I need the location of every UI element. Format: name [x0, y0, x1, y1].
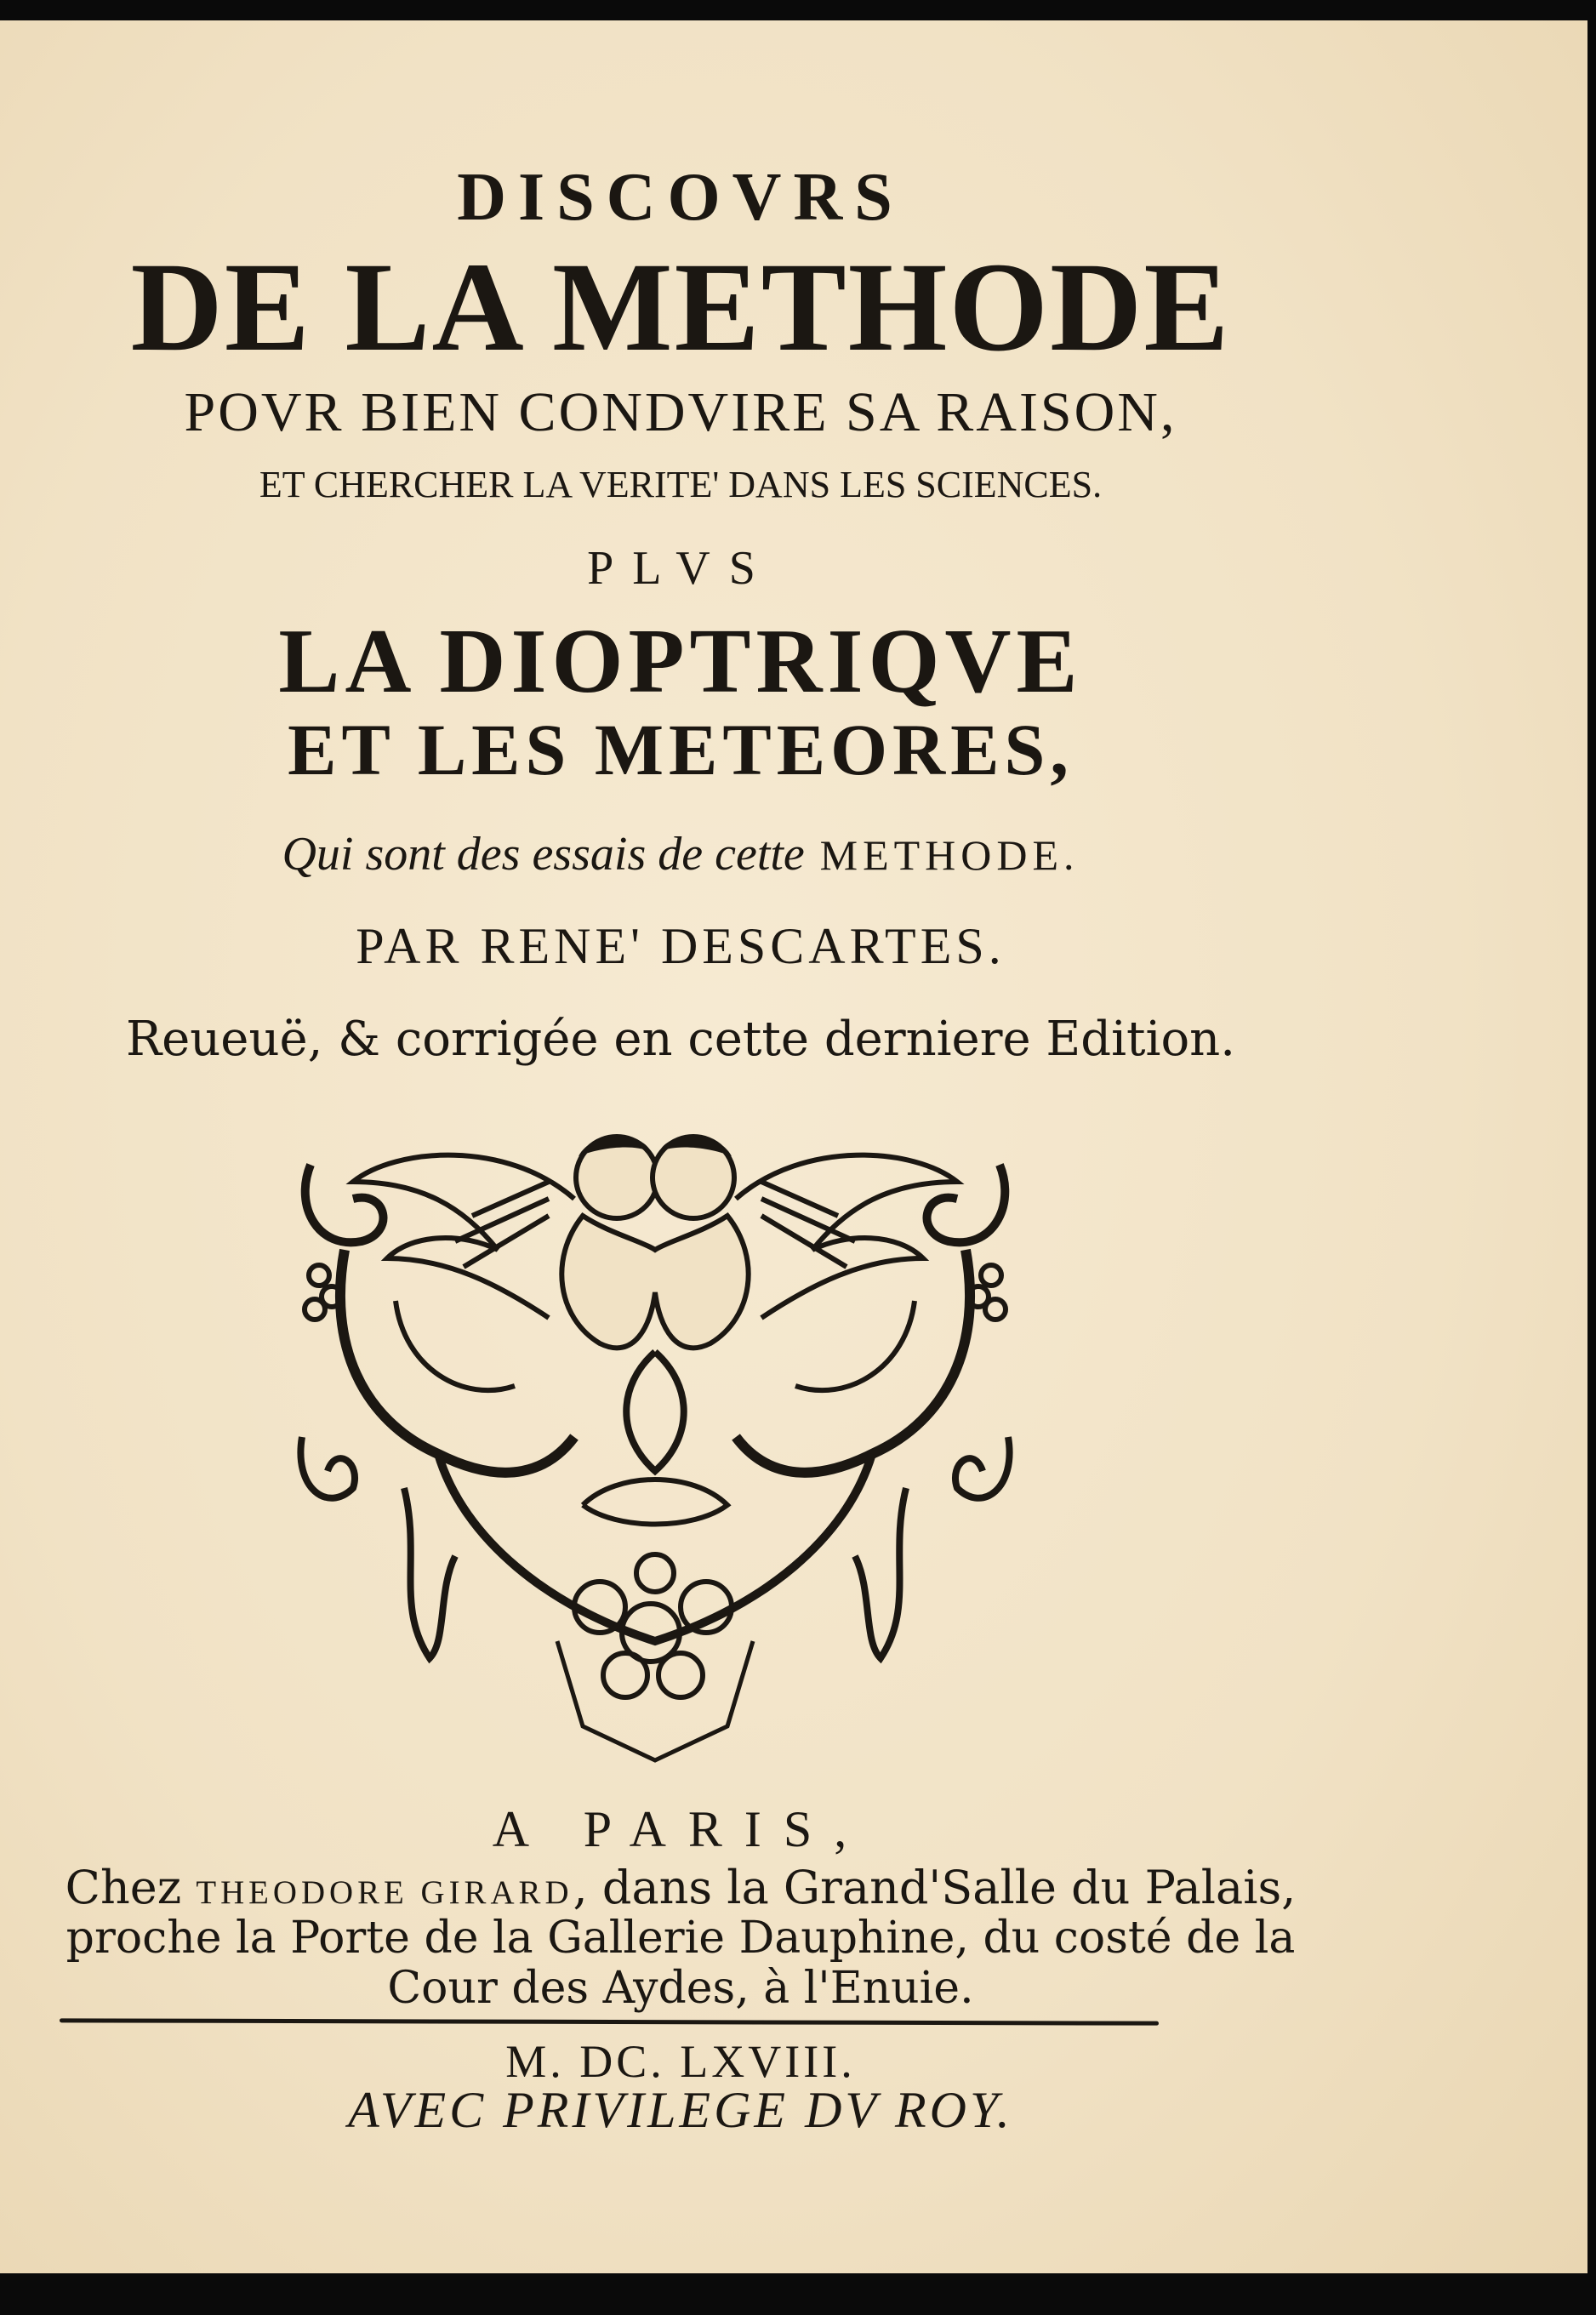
title-de-la-methode: DE LA METHODE — [130, 237, 1231, 378]
imprint-address-3: Cour des Aydes, à l'Enuie. — [387, 1963, 974, 2014]
subtitle-methode-caps: METHODE. — [819, 831, 1080, 879]
edition-note: Reueuë, & corrigée en cette derniere Edition. — [125, 1012, 1236, 1067]
subtitle-qui-sont-italic: Qui sont des essais de cette — [282, 828, 805, 881]
imprint-year: M. DC. LXVIII. — [505, 2036, 856, 2087]
title-discours: DISCOVRS — [457, 160, 904, 235]
subtitle-pour-bien-conduire: POVR BIEN CONDVIRE SA RAISON, — [184, 381, 1177, 443]
imprint-divider-rule — [60, 2018, 1159, 2025]
title-page-paper — [0, 20, 1587, 2273]
imprint-publisher-rest: , dans la Grand'Salle du Palais, — [573, 1861, 1297, 1914]
imprint-address-2: proche la Porte de la Gallerie Dauphine, du costé de la — [66, 1913, 1296, 1964]
subtitle-et-chercher: ET CHERCHER LA VERITE' DANS LES SCIENCES. — [259, 464, 1103, 505]
subtitle-qui-sont — [0, 828, 1361, 881]
imprint-city: A PARIS, — [492, 1801, 869, 1857]
imprint-privilege: AVEC PRIVILEGE DV ROY. — [348, 2082, 1013, 2138]
title-la-dioptrique: LA DIOPTRIQVE — [278, 611, 1083, 712]
author-line: PAR RENE' DESCARTES. — [356, 918, 1006, 974]
imprint-publisher — [0, 1861, 1361, 1914]
title-et-les-meteores: ET LES METEORES, — [288, 709, 1074, 790]
woodcut-cherubs-ornament — [294, 1131, 1017, 1765]
imprint-publisher-prefix: Chez — [65, 1861, 182, 1914]
title-plus: PLVS — [587, 542, 774, 595]
imprint-publisher-name: THEODORE GIRARD — [196, 1874, 573, 1911]
